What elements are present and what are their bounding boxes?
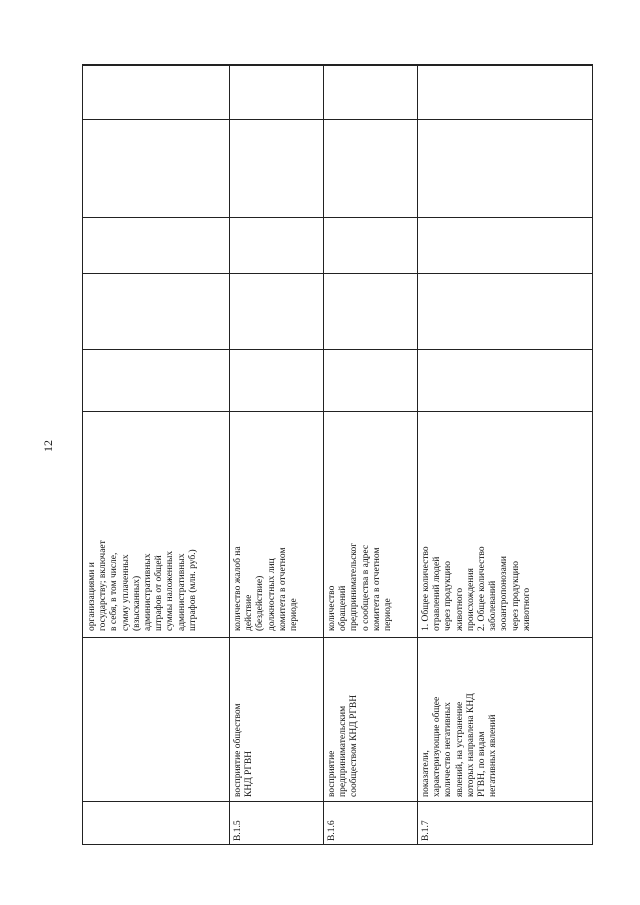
row-description: организациями и государству; включает в себя, в том числе, сумму уплаченных (взысканных) административных штрафов от общей суммы наложенных административных штрафов (млн. руб.): [87, 540, 198, 631]
row-code: В.1.5: [233, 820, 243, 841]
column-separator: [83, 349, 592, 350]
row-description: количество обращений предпринимательског о сообщества в адрес комитета в отчетном периоде: [327, 542, 394, 631]
column-separator: [83, 217, 592, 218]
row-separator: [417, 65, 418, 844]
row-separator: [229, 65, 230, 844]
indicator-table: [82, 64, 593, 845]
row-indicator: показатели, характеризующие общее количество негативных явлений, на устранение которых направлена КНД РГВН, по видам негативных явлений: [421, 693, 499, 797]
page-number: 12: [41, 440, 55, 452]
row-indicator: восприятие предпринимательским сообществом КНД РГВН: [327, 694, 360, 797]
row-description: количество жалоб на действие (бездействие) должностных лиц комитета в отчетном периоде: [233, 546, 300, 631]
row-separator: [323, 65, 324, 844]
row-code: В.1.7: [421, 820, 431, 841]
column-separator: [83, 273, 592, 274]
row-divider: [83, 65, 592, 66]
row-indicator: восприятие обществом КНД РГВН: [233, 703, 255, 797]
row-description: 1. Общее количество отравлений людей через продукцию животного происхождения 2. Общее количество заболеваний зооантропонозами через продукцию животного: [421, 546, 532, 631]
row-code: В.1.6: [327, 820, 337, 841]
column-separator: [83, 119, 592, 120]
